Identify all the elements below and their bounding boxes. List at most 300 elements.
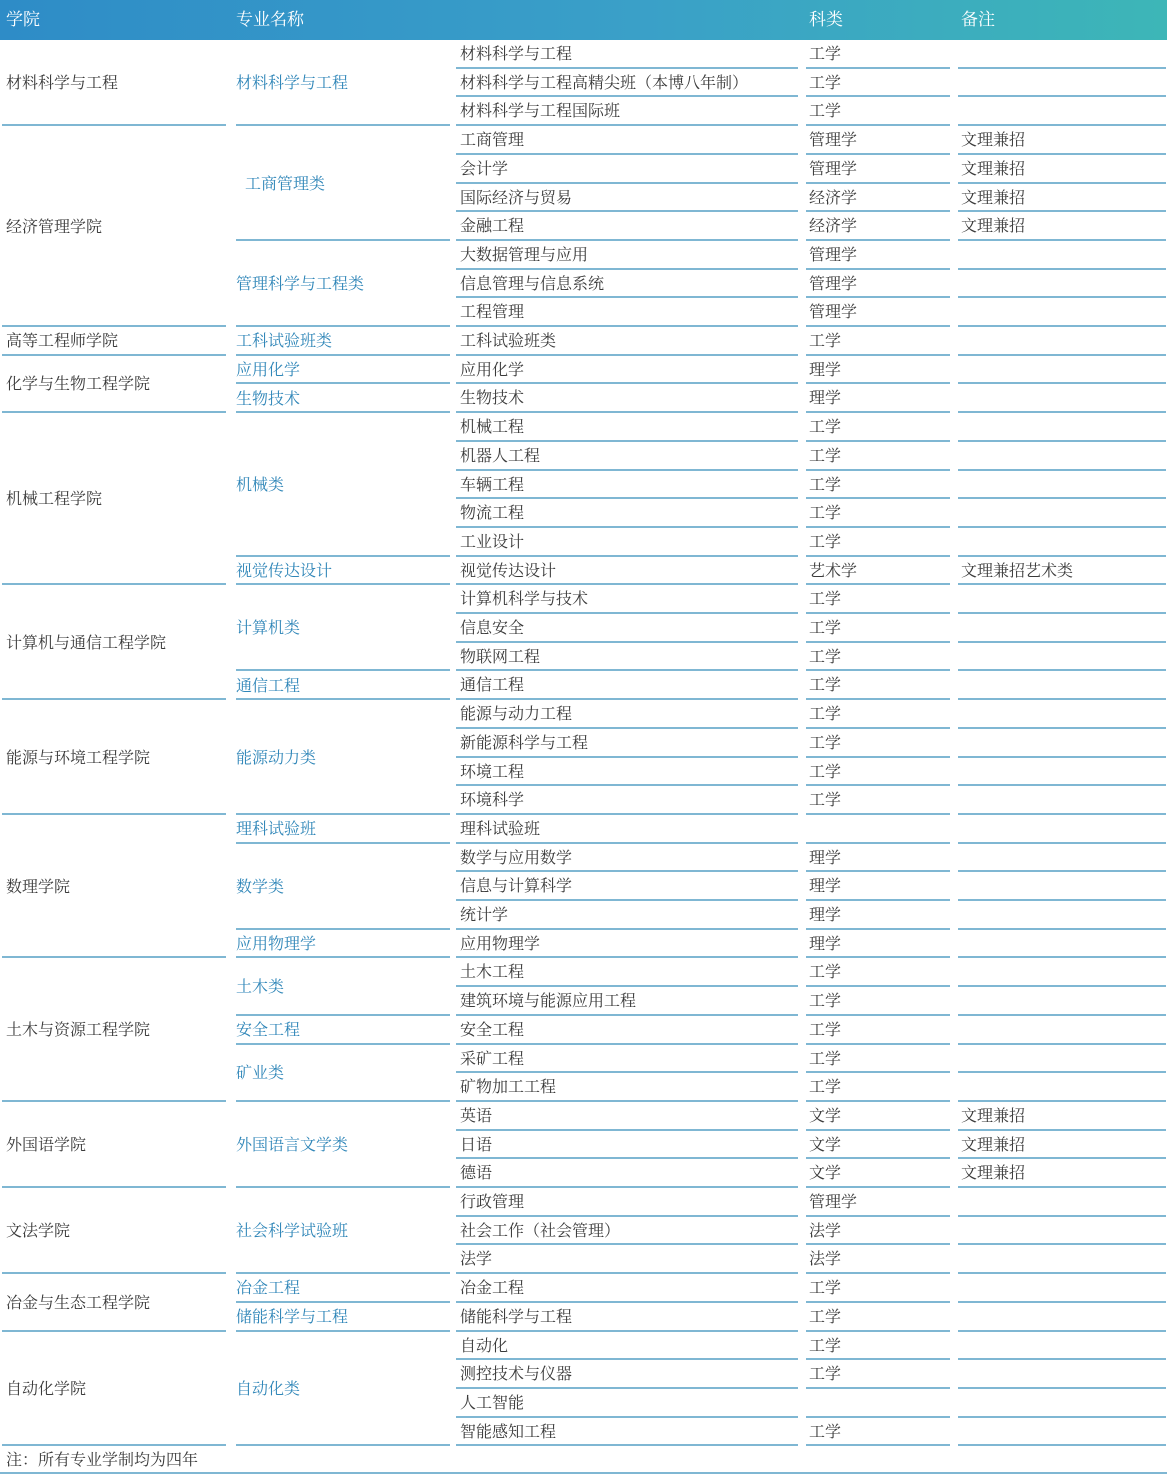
category: 工学 bbox=[809, 991, 842, 1010]
school-rule bbox=[2, 1186, 226, 1188]
major-name: 理科试验班 bbox=[460, 819, 541, 838]
category: 法学 bbox=[809, 1221, 842, 1240]
major-name: 材料科学与工程国际班 bbox=[460, 101, 621, 120]
group-rule bbox=[236, 1444, 450, 1446]
row-rule-category bbox=[806, 1301, 950, 1303]
row-rule-major bbox=[456, 583, 798, 585]
row-rule-remark bbox=[958, 985, 1166, 987]
row-rule-remark bbox=[958, 469, 1166, 471]
row-rule-major bbox=[456, 698, 798, 700]
category: 工学 bbox=[809, 962, 842, 981]
category: 文学 bbox=[809, 1106, 842, 1125]
row-rule-remark bbox=[958, 698, 1166, 700]
row-rule-category bbox=[806, 899, 950, 901]
bottom-rule bbox=[0, 1472, 1167, 1474]
row-rule-remark bbox=[958, 1186, 1166, 1188]
row-rule-major bbox=[456, 1215, 798, 1217]
group-rule bbox=[236, 583, 450, 585]
school-rule bbox=[2, 956, 226, 958]
group-rule bbox=[236, 1043, 450, 1045]
school-rule bbox=[2, 411, 226, 413]
row-rule-remark bbox=[958, 1100, 1166, 1102]
row-rule-remark bbox=[958, 612, 1166, 614]
category: 理学 bbox=[809, 905, 842, 924]
major-group[interactable]: 社会科学试验班 bbox=[236, 1221, 349, 1240]
category: 管理学 bbox=[809, 1192, 858, 1211]
category: 管理学 bbox=[809, 274, 858, 293]
row-rule-major bbox=[456, 928, 798, 930]
category: 艺术学 bbox=[809, 561, 858, 580]
school-rule bbox=[2, 354, 226, 356]
row-rule-category bbox=[806, 956, 950, 958]
group-rule bbox=[236, 813, 450, 815]
category: 工学 bbox=[809, 762, 842, 781]
row-rule-category bbox=[806, 182, 950, 184]
category: 工学 bbox=[809, 532, 842, 551]
row-rule-major bbox=[456, 641, 798, 643]
row-rule-category bbox=[806, 1416, 950, 1418]
major-group[interactable]: 数学类 bbox=[236, 877, 285, 896]
row-rule-remark bbox=[958, 1157, 1166, 1159]
row-rule-remark bbox=[958, 813, 1166, 815]
major-name: 工程管理 bbox=[460, 302, 525, 321]
school-name: 文法学院 bbox=[6, 1221, 71, 1240]
group-rule bbox=[236, 1272, 450, 1274]
row-rule-major bbox=[456, 411, 798, 413]
category: 工学 bbox=[809, 790, 842, 809]
row-rule-major bbox=[456, 784, 798, 786]
row-rule-major bbox=[456, 956, 798, 958]
remark: 文理兼招 bbox=[961, 1163, 1026, 1182]
row-rule-category bbox=[806, 669, 950, 671]
major-name: 人工智能 bbox=[460, 1393, 525, 1412]
category: 工学 bbox=[809, 44, 842, 63]
school-rule bbox=[2, 583, 226, 585]
row-rule-category bbox=[806, 1272, 950, 1274]
row-rule-remark bbox=[958, 1416, 1166, 1418]
row-rule-category bbox=[806, 1014, 950, 1016]
category: 管理学 bbox=[809, 130, 858, 149]
row-rule-remark bbox=[958, 1014, 1166, 1016]
row-rule-category bbox=[806, 727, 950, 729]
category: 工学 bbox=[809, 1020, 842, 1039]
major-group[interactable]: 土木类 bbox=[236, 977, 285, 996]
row-rule-remark bbox=[958, 842, 1166, 844]
school-rule bbox=[2, 1272, 226, 1274]
major-group[interactable]: 材料科学与工程 bbox=[236, 73, 349, 92]
major-name: 环境工程 bbox=[460, 762, 525, 781]
row-rule-remark bbox=[958, 1301, 1166, 1303]
major-group[interactable]: 矿业类 bbox=[236, 1063, 285, 1082]
school-rule bbox=[2, 1444, 226, 1446]
category: 经济学 bbox=[809, 216, 858, 235]
row-rule-category bbox=[806, 1186, 950, 1188]
category: 工学 bbox=[809, 503, 842, 522]
major-name: 车辆工程 bbox=[460, 475, 525, 494]
row-rule-major bbox=[456, 727, 798, 729]
row-rule-major bbox=[456, 182, 798, 184]
major-name: 安全工程 bbox=[460, 1020, 525, 1039]
remark: 文理兼招 bbox=[961, 216, 1026, 235]
school-name: 化学与生物工程学院 bbox=[6, 374, 151, 393]
row-rule-remark bbox=[958, 1243, 1166, 1245]
row-rule-category bbox=[806, 842, 950, 844]
category: 理学 bbox=[809, 876, 842, 895]
major-group[interactable]: 能源动力类 bbox=[236, 748, 317, 767]
row-rule-major bbox=[456, 669, 798, 671]
row-rule-remark bbox=[958, 583, 1166, 585]
row-rule-remark bbox=[958, 124, 1166, 126]
major-name: 新能源科学与工程 bbox=[460, 733, 589, 752]
major-name: 储能科学与工程 bbox=[460, 1307, 573, 1326]
school-name: 机械工程学院 bbox=[6, 489, 103, 508]
row-rule-category bbox=[806, 1043, 950, 1045]
category: 工学 bbox=[809, 647, 842, 666]
row-rule-category bbox=[806, 95, 950, 97]
category: 经济学 bbox=[809, 188, 858, 207]
major-name: 自动化 bbox=[460, 1336, 509, 1355]
major-name: 金融工程 bbox=[460, 216, 525, 235]
row-rule-category bbox=[806, 325, 950, 327]
group-rule bbox=[236, 842, 450, 844]
category: 工学 bbox=[809, 446, 842, 465]
category: 工学 bbox=[809, 1336, 842, 1355]
row-rule-major bbox=[456, 354, 798, 356]
row-rule-category bbox=[806, 210, 950, 212]
row-rule-remark bbox=[958, 928, 1166, 930]
category: 工学 bbox=[809, 417, 842, 436]
row-rule-major bbox=[456, 985, 798, 987]
category: 工学 bbox=[809, 675, 842, 694]
major-name: 日语 bbox=[460, 1135, 493, 1154]
major-name: 信息与计算科学 bbox=[460, 876, 573, 895]
row-rule-major bbox=[456, 1014, 798, 1016]
major-group[interactable]: 管理科学与工程类 bbox=[236, 274, 365, 293]
major-name: 环境科学 bbox=[460, 790, 525, 809]
row-rule-remark bbox=[958, 268, 1166, 270]
major-name: 建筑环境与能源应用工程 bbox=[460, 991, 637, 1010]
school-name: 计算机与通信工程学院 bbox=[6, 633, 167, 652]
group-rule bbox=[236, 1100, 450, 1102]
row-rule-category bbox=[806, 1129, 950, 1131]
row-rule-category bbox=[806, 354, 950, 356]
row-rule-major bbox=[456, 555, 798, 557]
row-rule-remark bbox=[958, 756, 1166, 758]
row-rule-category bbox=[806, 1387, 950, 1389]
group-rule bbox=[236, 1186, 450, 1188]
category: 理学 bbox=[809, 848, 842, 867]
row-rule-major bbox=[456, 325, 798, 327]
row-rule-major bbox=[456, 813, 798, 815]
row-rule-major bbox=[456, 1330, 798, 1332]
category: 理学 bbox=[809, 934, 842, 953]
row-rule-major bbox=[456, 842, 798, 844]
row-rule-major bbox=[456, 1043, 798, 1045]
group-rule bbox=[236, 411, 450, 413]
row-rule-remark bbox=[958, 382, 1166, 384]
row-rule-remark bbox=[958, 1387, 1166, 1389]
row-rule-major bbox=[456, 870, 798, 872]
row-rule-major bbox=[456, 756, 798, 758]
row-rule-remark bbox=[958, 526, 1166, 528]
major-name: 统计学 bbox=[460, 905, 509, 924]
row-rule-major bbox=[456, 268, 798, 270]
school-name: 冶金与生态工程学院 bbox=[6, 1293, 151, 1312]
header-major-name: 专业名称 bbox=[236, 10, 304, 30]
row-rule-major bbox=[456, 1243, 798, 1245]
row-rule-remark bbox=[958, 555, 1166, 557]
major-name: 通信工程 bbox=[460, 675, 525, 694]
row-rule-category bbox=[806, 555, 950, 557]
major-name: 测控技术与仪器 bbox=[460, 1364, 573, 1383]
group-rule bbox=[236, 325, 450, 327]
category: 工学 bbox=[809, 331, 842, 350]
major-name: 信息安全 bbox=[460, 618, 525, 637]
major-group[interactable]: 视觉传达设计 bbox=[236, 561, 333, 580]
major-name: 法学 bbox=[460, 1249, 493, 1268]
row-rule-remark bbox=[958, 899, 1166, 901]
major-name: 能源与动力工程 bbox=[460, 704, 573, 723]
row-rule-category bbox=[806, 411, 950, 413]
remark: 文理兼招 bbox=[961, 159, 1026, 178]
category: 文学 bbox=[809, 1135, 842, 1154]
major-group[interactable]: 外国语言文学类 bbox=[236, 1135, 349, 1154]
group-rule bbox=[236, 956, 450, 958]
remark: 文理兼招 bbox=[961, 1135, 1026, 1154]
major-group[interactable]: 通信工程 bbox=[236, 676, 301, 695]
row-rule-remark bbox=[958, 669, 1166, 671]
row-rule-category bbox=[806, 698, 950, 700]
row-rule-category bbox=[806, 1100, 950, 1102]
row-rule-major bbox=[456, 612, 798, 614]
category: 工学 bbox=[809, 1049, 842, 1068]
major-group[interactable]: 工商管理类 bbox=[245, 174, 326, 193]
major-group[interactable]: 应用化学 bbox=[236, 360, 301, 379]
row-rule-remark bbox=[958, 727, 1166, 729]
row-rule-remark bbox=[958, 641, 1166, 643]
row-rule-remark bbox=[958, 1272, 1166, 1274]
category: 工学 bbox=[809, 1364, 842, 1383]
row-rule-category bbox=[806, 1071, 950, 1073]
row-rule-major bbox=[456, 1100, 798, 1102]
school-name: 高等工程师学院 bbox=[6, 331, 119, 350]
row-rule-major bbox=[456, 382, 798, 384]
row-rule-major bbox=[456, 1186, 798, 1188]
row-rule-category bbox=[806, 124, 950, 126]
row-rule-major bbox=[456, 469, 798, 471]
row-rule-remark bbox=[958, 1444, 1166, 1446]
remark: 文理兼招艺术类 bbox=[961, 561, 1074, 580]
group-rule bbox=[236, 928, 450, 930]
major-name: 机械工程 bbox=[460, 417, 525, 436]
row-rule-category bbox=[806, 67, 950, 69]
major-name: 智能感知工程 bbox=[460, 1422, 557, 1441]
major-name: 应用物理学 bbox=[460, 934, 541, 953]
school-rule bbox=[2, 698, 226, 700]
row-rule-category bbox=[806, 583, 950, 585]
category: 工学 bbox=[809, 618, 842, 637]
major-group[interactable]: 生物技术 bbox=[236, 389, 301, 408]
row-rule-remark bbox=[958, 325, 1166, 327]
school-rule bbox=[2, 1330, 226, 1332]
major-group[interactable]: 冶金工程 bbox=[236, 1278, 301, 1297]
row-rule-major bbox=[456, 153, 798, 155]
row-rule-remark bbox=[958, 239, 1166, 241]
row-rule-category bbox=[806, 382, 950, 384]
row-rule-category bbox=[806, 497, 950, 499]
remark: 文理兼招 bbox=[961, 188, 1026, 207]
category: 工学 bbox=[809, 1307, 842, 1326]
major-name: 冶金工程 bbox=[460, 1278, 525, 1297]
row-rule-category bbox=[806, 469, 950, 471]
school-name: 土木与资源工程学院 bbox=[6, 1020, 151, 1039]
category: 工学 bbox=[809, 1077, 842, 1096]
group-rule bbox=[236, 1014, 450, 1016]
school-rule bbox=[2, 813, 226, 815]
category: 法学 bbox=[809, 1249, 842, 1268]
school-rule bbox=[2, 325, 226, 327]
category: 工学 bbox=[809, 1422, 842, 1441]
category: 工学 bbox=[809, 704, 842, 723]
major-name: 国际经济与贸易 bbox=[460, 188, 573, 207]
row-rule-remark bbox=[958, 497, 1166, 499]
major-name: 社会工作（社会管理） bbox=[460, 1221, 621, 1240]
row-rule-category bbox=[806, 239, 950, 241]
row-rule-remark bbox=[958, 182, 1166, 184]
group-rule bbox=[236, 698, 450, 700]
school-name: 能源与环境工程学院 bbox=[6, 748, 151, 767]
major-name: 矿物加工工程 bbox=[460, 1077, 557, 1096]
category: 理学 bbox=[809, 360, 842, 379]
category: 工学 bbox=[809, 101, 842, 120]
category: 管理学 bbox=[809, 302, 858, 321]
header-category: 科类 bbox=[809, 10, 843, 30]
major-name: 视觉传达设计 bbox=[460, 561, 557, 580]
header-school: 学院 bbox=[6, 10, 40, 30]
school-rule bbox=[2, 124, 226, 126]
row-rule-category bbox=[806, 784, 950, 786]
major-group[interactable]: 储能科学与工程 bbox=[236, 1307, 349, 1326]
major-name: 工科试验班类 bbox=[460, 331, 557, 350]
row-rule-major bbox=[456, 1387, 798, 1389]
school-rule bbox=[2, 1100, 226, 1102]
major-name: 大数据管理与应用 bbox=[460, 245, 589, 264]
major-name: 应用化学 bbox=[460, 360, 525, 379]
row-rule-remark bbox=[958, 870, 1166, 872]
row-rule-remark bbox=[958, 354, 1166, 356]
row-rule-major bbox=[456, 210, 798, 212]
major-name: 计算机科学与技术 bbox=[460, 589, 589, 608]
major-name: 物联网工程 bbox=[460, 647, 541, 666]
group-rule bbox=[236, 124, 450, 126]
row-rule-category bbox=[806, 1358, 950, 1360]
major-group[interactable]: 理科试验班 bbox=[236, 819, 317, 838]
category: 工学 bbox=[809, 1278, 842, 1297]
row-rule-remark bbox=[958, 440, 1166, 442]
school-name: 材料科学与工程 bbox=[6, 73, 119, 92]
major-name: 土木工程 bbox=[460, 962, 525, 981]
group-rule bbox=[236, 382, 450, 384]
category: 工学 bbox=[809, 73, 842, 92]
school-name: 外国语学院 bbox=[6, 1135, 87, 1154]
row-rule-major bbox=[456, 67, 798, 69]
row-rule-major bbox=[456, 1157, 798, 1159]
group-rule bbox=[236, 1301, 450, 1303]
row-rule-remark bbox=[958, 1071, 1166, 1073]
row-rule-remark bbox=[958, 1330, 1166, 1332]
row-rule-remark bbox=[958, 1358, 1166, 1360]
row-rule-remark bbox=[958, 1129, 1166, 1131]
major-group[interactable]: 安全工程 bbox=[236, 1020, 301, 1039]
major-name: 采矿工程 bbox=[460, 1049, 525, 1068]
group-rule bbox=[236, 239, 450, 241]
row-rule-major bbox=[456, 124, 798, 126]
row-rule-major bbox=[456, 1272, 798, 1274]
remark: 文理兼招 bbox=[961, 1106, 1026, 1125]
row-rule-category bbox=[806, 756, 950, 758]
row-rule-remark bbox=[958, 67, 1166, 69]
row-rule-major bbox=[456, 296, 798, 298]
row-rule-category bbox=[806, 1157, 950, 1159]
row-rule-category bbox=[806, 1215, 950, 1217]
major-name: 材料科学与工程 bbox=[460, 44, 573, 63]
row-rule-category bbox=[806, 1444, 950, 1446]
row-rule-major bbox=[456, 440, 798, 442]
category: 文学 bbox=[809, 1163, 842, 1182]
school-name: 数理学院 bbox=[6, 877, 71, 896]
table-header bbox=[0, 0, 1167, 40]
group-rule bbox=[236, 354, 450, 356]
major-name: 数学与应用数学 bbox=[460, 848, 573, 867]
school-name: 自动化学院 bbox=[6, 1379, 87, 1398]
group-rule bbox=[236, 555, 450, 557]
row-rule-category bbox=[806, 641, 950, 643]
major-name: 材料科学与工程高精尖班（本博八年制） bbox=[460, 73, 749, 92]
remark: 文理兼招 bbox=[961, 130, 1026, 149]
footnote: 注：所有专业学制均为四年 bbox=[6, 1450, 199, 1469]
row-rule-major bbox=[456, 497, 798, 499]
row-rule-remark bbox=[958, 1043, 1166, 1045]
row-rule-remark bbox=[958, 1215, 1166, 1217]
major-group[interactable]: 计算机类 bbox=[236, 618, 301, 637]
row-rule-remark bbox=[958, 95, 1166, 97]
major-name: 会计学 bbox=[460, 159, 509, 178]
row-rule-category bbox=[806, 612, 950, 614]
major-name: 机器人工程 bbox=[460, 446, 541, 465]
major-name: 工商管理 bbox=[460, 130, 525, 149]
category: 工学 bbox=[809, 589, 842, 608]
category: 理学 bbox=[809, 388, 842, 407]
row-rule-remark bbox=[958, 411, 1166, 413]
header-remark: 备注 bbox=[961, 10, 995, 30]
major-name: 工业设计 bbox=[460, 532, 525, 551]
row-rule-major bbox=[456, 1301, 798, 1303]
major-name: 行政管理 bbox=[460, 1192, 525, 1211]
major-name: 英语 bbox=[460, 1106, 493, 1125]
major-group[interactable]: 应用物理学 bbox=[236, 934, 317, 953]
group-rule bbox=[236, 669, 450, 671]
row-rule-category bbox=[806, 296, 950, 298]
row-rule-category bbox=[806, 870, 950, 872]
category: 管理学 bbox=[809, 159, 858, 178]
major-group[interactable]: 自动化类 bbox=[236, 1379, 301, 1398]
row-rule-remark bbox=[958, 784, 1166, 786]
major-name: 德语 bbox=[460, 1163, 493, 1182]
major-name: 物流工程 bbox=[460, 503, 525, 522]
major-group[interactable]: 工科试验班类 bbox=[236, 331, 333, 350]
row-rule-major bbox=[456, 1416, 798, 1418]
major-group[interactable]: 机械类 bbox=[236, 475, 285, 494]
